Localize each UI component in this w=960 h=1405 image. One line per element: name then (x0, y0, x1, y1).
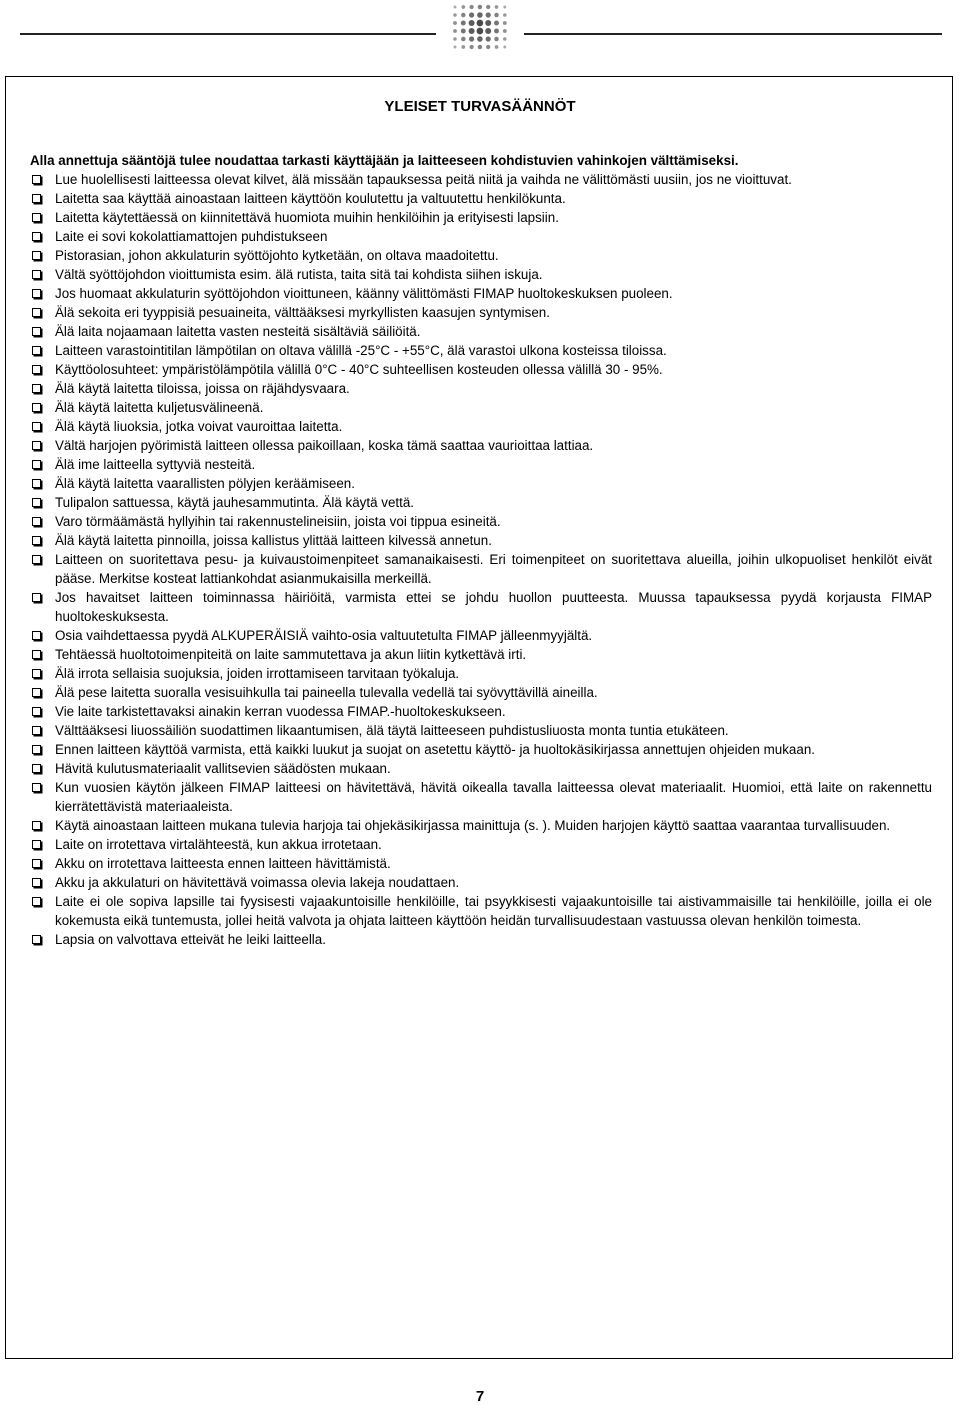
rule-item (30, 455, 932, 474)
rule-item (30, 835, 932, 854)
rule-item (30, 398, 932, 417)
rule-item (30, 683, 932, 702)
checkbox-square-icon (32, 384, 41, 393)
checkbox-square-icon (32, 669, 41, 678)
checkbox-square-icon (32, 327, 41, 336)
checkbox-square-icon (32, 536, 41, 545)
logo-dot (469, 36, 474, 41)
rule-text: Laite ei ole sopiva lapsille tai fyysisesti vajaakuntoisille henkilöille, tai psyykkisesti vajaakuntoisille tai aistivammaisille tai henkilöille, joilla ei ole kokemusta eikä tuntemusta, jollei heitä valvota ja ohjata laitteen käyttöön heidän turvallisuudestaan vastuussa olevan henkilön toimesta. (55, 894, 932, 928)
checkbox-square-icon (32, 783, 41, 792)
rule-item (30, 379, 932, 398)
logo-dot (486, 36, 491, 41)
page-title: YLEISET TURVASÄÄNNÖT (384, 98, 576, 115)
checkbox-square-icon (32, 251, 41, 260)
logo-dot (461, 5, 465, 9)
checkbox-square-icon (32, 232, 41, 241)
logo-dot (469, 20, 475, 26)
logo-dot (477, 28, 484, 35)
header-rule-right (524, 33, 942, 35)
logo-dot (503, 46, 506, 49)
rule-item (30, 512, 932, 531)
checkbox-square-icon (32, 555, 41, 564)
rule-text: Välttääksesi liuossäiliön suodattimen likaantumisen, älä täytä laitteeseen puhdistusliuosta monta tuntia etukäteen. (55, 723, 729, 738)
rule-text: Hävitä kulutusmateriaalit vallitsevien säädösten mukaan. (55, 761, 391, 776)
rule-text: Älä ime laitteella syttyviä nesteitä. (55, 457, 256, 472)
logo-dot (503, 37, 507, 41)
rule-item (30, 740, 932, 759)
checkbox-square-icon (32, 593, 41, 602)
rule-item (30, 227, 932, 246)
rule-text: Ennen laitteen käyttöä varmista, että kaikki luukut ja suojat on asetettu käyttö- ja huoltokäsikirjassa annettujen ohjeiden mukaan. (55, 742, 815, 757)
checkbox-square-icon (32, 688, 41, 697)
rule-item (30, 702, 932, 721)
logo-dot (503, 29, 507, 33)
rule-item (30, 246, 932, 265)
checkbox-square-icon (32, 517, 41, 526)
rule-item (30, 550, 932, 588)
checkbox-square-icon (32, 650, 41, 659)
page-number: 7 (475, 1388, 485, 1405)
rule-item (30, 626, 932, 645)
rule-item (30, 778, 932, 816)
rule-text: Jos havaitset laitteen toiminnassa häiriöitä, varmista ettei se johdu huollon puutteesta. Muussa tapauksessa pyydä korjausta FIMAP huoltokeskuksesta. (55, 590, 932, 624)
rule-text: Älä irrota sellaisia suojuksia, joiden irrottamiseen tarvitaan työkaluja. (55, 666, 460, 681)
rule-item (30, 322, 932, 341)
rule-item (30, 645, 932, 664)
rule-text: Laite on irrotettava virtalähteestä, kun akkua irrotetaan. (55, 837, 382, 852)
logo-dot (503, 13, 507, 17)
logo-dot (461, 37, 465, 41)
rule-text: Akku on irrotettava laitteesta ennen laitteen hävittämistä. (55, 856, 391, 871)
header-rule-left (20, 33, 436, 35)
rules-list (30, 170, 932, 949)
rule-text: Kun vuosien käytön jälkeen FIMAP laitteesi on hävitettävä, hävitä oikealla tavalla laitteessa olevat materiaalit. Huomioi, että laite on rakennettu kierrätettävistä materiaaleista. (55, 780, 932, 814)
checkbox-square-icon (32, 878, 41, 887)
dot-grid-logo-icon (449, 2, 511, 52)
rule-text: Jos huomaat akkulaturin syöttöjohdon vioittuneen, käänny välittömästi FIMAP huoltokeskuksen puoleen. (55, 286, 673, 301)
rule-item (30, 208, 932, 227)
rule-text: Käyttöolosuhteet: ympäristölämpötila välillä 0°C - 40°C suhteellisen kosteuden ollessa välillä 30 - 95%. (55, 362, 663, 377)
rule-item (30, 759, 932, 778)
rule-text: Lapsia on valvottava etteivät he leiki laitteella. (55, 932, 326, 947)
rule-text: Älä käytä laitetta tiloissa, joissa on räjähdysvaara. (55, 381, 350, 396)
rule-text: Älä pese laitetta suoralla vesisuihkulla tai paineella tulevalla vedellä tai syövyttävillä aineilla. (55, 685, 598, 700)
logo-dot (486, 5, 490, 9)
checkbox-square-icon (32, 194, 41, 203)
rule-item (30, 930, 932, 949)
rule-item (30, 493, 932, 512)
rule-text: Vie laite tarkistettavaksi ainakin kerran vuodessa FIMAP.-huoltokeskukseen. (55, 704, 506, 719)
rule-item (30, 303, 932, 322)
rule-item (30, 873, 932, 892)
rule-item (30, 531, 932, 550)
logo-dot (469, 45, 473, 49)
logo-dot (461, 21, 466, 26)
logo-dot (503, 6, 506, 9)
logo-dot (494, 37, 498, 41)
checkbox-square-icon (32, 365, 41, 374)
rule-text: Pistorasian, johon akkulaturin syöttöjohto kytketään, on oltava maadoitettu. (55, 248, 499, 263)
rule-text: Lue huolellisesti laitteessa olevat kilvet, älä missään tapauksessa peitä niitä ja vaihda ne välittömästi uusiin, jos ne vioittuvat. (55, 172, 792, 187)
rule-text: Laitetta käytettäessä on kiinnitettävä huomiota muihin henkilöihin ja erityisesti lapsiin. (55, 210, 559, 225)
logo-dot (461, 13, 465, 17)
checkbox-square-icon (32, 631, 41, 640)
rules-section (30, 151, 932, 949)
rule-item (30, 341, 932, 360)
rule-item (30, 417, 932, 436)
rule-item (30, 360, 932, 379)
rule-text: Älä käytä laitetta vaarallisten pölyjen keräämiseen. (55, 476, 355, 491)
checkbox-square-icon (32, 441, 41, 450)
rule-text: Laite ei sovi kokolattiamattojen puhdistukseen (55, 229, 328, 244)
logo-dot (477, 36, 483, 42)
checkbox-square-icon (32, 897, 41, 906)
logo-dot (485, 28, 491, 34)
logo-dot (503, 21, 507, 25)
logo-dot (495, 45, 499, 49)
checkbox-square-icon (32, 479, 41, 488)
rule-text: Laitteen varastointitilan lämpötilan on oltava välillä -25°C - +55°C, älä varastoi ulkona kosteissa tiloissa. (55, 343, 667, 358)
logo-dot (453, 13, 457, 17)
checkbox-square-icon (32, 498, 41, 507)
rule-item (30, 265, 932, 284)
rule-text: Laitteen on suoritettava pesu- ja kuivaustoimenpiteet samanaikaisesti. Eri toimenpiteet on suoritettava alueilla, joihin ulkopuoliset henkilöt eivät pääse. Merkitse kosteat lattiankohdat asianmukaisilla merkeillä. (55, 552, 932, 586)
logo-dot (494, 13, 498, 17)
checkbox-square-icon (32, 935, 41, 944)
rule-text: Älä laita nojaamaan laitetta vasten nesteitä sisältäviä säiliöitä. (55, 324, 421, 339)
logo-dot (477, 20, 484, 27)
rule-text: Älä käytä laitetta pinnoilla, joissa kallistus ylittää laitteen kilvessä annetun. (55, 533, 492, 548)
rule-text: Älä sekoita eri tyyppisiä pesuaineita, välttääksesi myrkyllisten kaasujen syntymisen. (55, 305, 550, 320)
logo-dot (494, 21, 499, 26)
checkbox-square-icon (32, 726, 41, 735)
logo-dot (485, 20, 491, 26)
checkbox-square-icon (32, 840, 41, 849)
rule-item (30, 854, 932, 873)
rule-item (30, 189, 932, 208)
checkbox-square-icon (32, 213, 41, 222)
logo-dot (469, 12, 474, 17)
rule-text: Varo törmäämästä hyllyihin tai rakennustelineisiin, joista voi tippua esineitä. (55, 514, 501, 529)
checkbox-square-icon (32, 745, 41, 754)
rule-item (30, 816, 932, 835)
checkbox-square-icon (32, 270, 41, 279)
logo-dot (495, 5, 499, 9)
logo-dot (494, 29, 499, 34)
checkbox-square-icon (32, 821, 41, 830)
rule-text: Akku ja akkulaturi on hävitettävä voimassa olevia lakeja noudattaen. (55, 875, 460, 890)
rule-text: Tehtäessä huoltotoimenpiteitä on laite sammutettava ja akun liitin kytkettävä irti. (55, 647, 527, 662)
checkbox-square-icon (32, 764, 41, 773)
logo-dot (486, 45, 490, 49)
rule-text: Tulipalon sattuessa, käytä jauhesammutinta. Älä käytä vettä. (55, 495, 415, 510)
checkbox-square-icon (32, 707, 41, 716)
checkbox-square-icon (32, 403, 41, 412)
logo-dot (478, 45, 482, 49)
rule-item (30, 664, 932, 683)
checkbox-square-icon (32, 289, 41, 298)
rule-text: Osia vaihdettaessa pyydä ALKUPERÄISIÄ vaihto-osia valtuutetulta FIMAP jälleenmyyjältä. (55, 628, 593, 643)
checkbox-square-icon (32, 859, 41, 868)
rule-item (30, 892, 932, 930)
logo-dot (469, 5, 473, 9)
checkbox-square-icon (32, 175, 41, 184)
rule-item (30, 721, 932, 740)
logo-dot (477, 12, 483, 18)
rule-text: Älä käytä liuoksia, jotka voivat vauroittaa laitetta. (55, 419, 343, 434)
rule-item (30, 474, 932, 493)
checkbox-square-icon (32, 422, 41, 431)
logo-dot (478, 5, 482, 9)
rule-item (30, 588, 932, 626)
rule-text: Vältä syöttöjohdon vioittumista esim. älä rutista, taita sitä tai kohdista siihen iskuja. (55, 267, 543, 282)
rule-item (30, 436, 932, 455)
checkbox-square-icon (32, 460, 41, 469)
logo-dot (454, 46, 457, 49)
logo-dot (453, 21, 457, 25)
logo-dot (469, 28, 475, 34)
logo-dot (453, 29, 457, 33)
checkbox-square-icon (32, 308, 41, 317)
logo-dot (454, 6, 457, 9)
logo-dot (461, 45, 465, 49)
logo-dot (461, 29, 466, 34)
checkbox-square-icon (32, 346, 41, 355)
rule-item (30, 284, 932, 303)
rule-text: Käytä ainoastaan laitteen mukana tulevia harjoja tai ohjekäsikirjassa mainittuja (s. ). Muiden harjojen käyttö saattaa vaarantaa turvallisuuden. (55, 818, 891, 833)
rule-text: Vältä harjojen pyörimistä laitteen ollessa paikoillaan, koska tämä saattaa vaurioittaa lattiaa. (55, 438, 594, 453)
logo-dot (486, 12, 491, 17)
rule-text: Laitetta saa käyttää ainoastaan laitteen käyttöön koulutettu ja valtuutettu henkilökunta. (55, 191, 566, 206)
logo-dot (453, 37, 457, 41)
rule-text: Älä käytä laitetta kuljetusvälineenä. (55, 400, 264, 415)
intro-text: Alla annettuja sääntöjä tulee noudattaa tarkasti käyttäjään ja laitteeseen kohdistuvien vahinkojen välttämiseksi. (30, 153, 739, 168)
rule-item (30, 170, 932, 189)
